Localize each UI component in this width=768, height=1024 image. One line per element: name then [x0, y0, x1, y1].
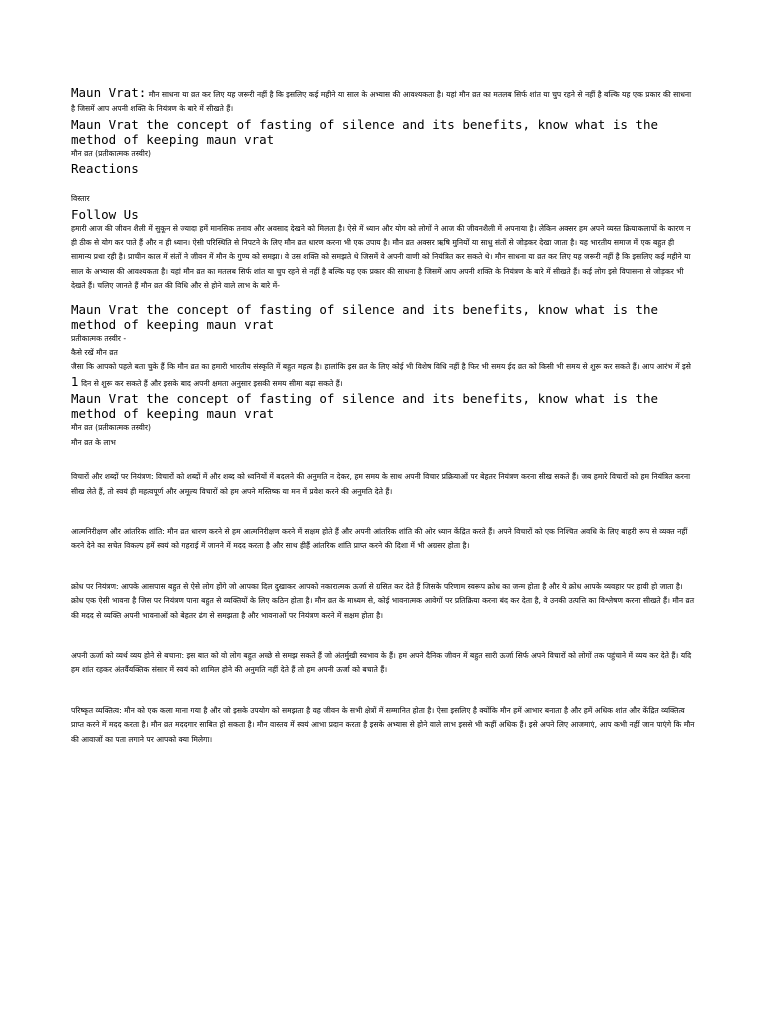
intro-label: Maun Vrat: — [71, 85, 147, 100]
headline-3: Maun Vrat the concept of fasting of silence and its benefits, know what is the method of keeping maun vrat — [71, 391, 658, 422]
benefit-text: मौन को एक कला माना गया है और जो इसके उपयोग को समझता है वह जीवन के सभी क्षेत्रों में सम्मानित होता है। ऐसा इसलिए है क्योंकि मौन हमें आभार बनाता है और हमें अधिक शांत और केंद्रित व्यक्तित्व प्राप्त करने में मदद करता है। मौन व्रत मददगार साबित हो सकता है। मौन वास्तव में स्वयं आभा प्रदान करता है इसके अभ्यास से होने वाले लाभ इससे भी कहीं अधिक हैं। इसे अपने लिए आजमाएं, आप कभी नहीं जान पाएंगे कि मौन की आवाजों का पता लगाने पर आपको क्या मिलेगा। — [71, 705, 695, 744]
benefit-introspection — [71, 525, 696, 554]
intro-text: मौन साधना या व्रत कर लिए यह जरूरी नहीं है कि इसलिए कई महीने या साल के अभ्यास की आवश्यकता है। यहां मौन व्रत का मतलब सिर्फ शांत या चुप रहने से नहीं है बल्कि यह एक प्रकार की साधना है जिसमें आप अपनी शक्ति के नियंत्रण के बारे में सीखते हैं। — [71, 90, 692, 114]
para-2-before: जैसा कि आपको पहले बता चुके हैं कि मौन व्रत का हमारी भारतीय संस्कृति में बहुत महत्व है। हालांकि इस व्रत के लिए कोई भी विशेष विधि नहीं है फिर भी समय ईद व्रत को किसी भी समय से शुरू कर सकते हैं। आप आरंभ में इसे — [71, 362, 691, 372]
body-paragraph-1: हमारी आज की जीवन शैली में सुकून से ज्यादा हमें मानसिक तनाव और अवसाद देखने को मिलता है। ऐसे में ध्यान और योग को लोगों ने आज की जीवनशैली में अपनाया है। लेकिन अक्सर हम अपने व्यस्त क्रियाकलापों के कारण न ही ठीक से योग कर पाते हैं और न ही ध्यान। ऐसी परिस्थिति से निपटने के लिए मौन व्रत धारण करना भी एक उपाय है। मौन व्रत अक्सर ऋषि मुनियों या साधु संतों से जोड़कर देखा जाता है। यह भारतीय समाज में एक बहुत ही सामान्य प्रथा रही है। प्राचीन काल में संतों ने जीवन में मौन के गुण्य को समझा। वे उस शक्ति को समझते थे जिसमें वे अपनी वाणी को नियंत्रित कर सकते थे। मौन साधना या व्रत कर लिए यह जरूरी नहीं है कि इसलिए कई महीने या साल के अभ्यास की आवश्यकता है। यहां मौन व्रत का मतलब सिर्फ शांत या चुप रहने से नहीं है बल्कि यह एक प्रकार की साधना है जिसमें आप अपनी शक्ति के नियंत्रण के बारे में सीखते हैं। कई लोग इसे विपासना से जोड़कर भी देखते हैं। चलिए जानते हैं मौन व्रत की विधि और से होने वाले लाभ के बारे में- — [71, 223, 691, 291]
intro-paragraph — [71, 86, 696, 117]
benefit-label: अपनी ऊर्जा को व्यर्थ व्यय होने से बचाना: — [71, 650, 185, 660]
benefit-text: विचारों को शब्दों में और शब्द को ध्वनियों में बदलने की अनुमति न देकर, हम समय के साथ अपनी विचार प्रक्रियाओं पर बेहतर नियंत्रण करना सीख सकते हैं। जब हमारे विचारों को हम नियंत्रित करना सीख लेते हैं, तो स्वयं ही महत्वपूर्ण और अमूल्य विचारों को हम अपने मस्तिष्क या मन में प्रवेश करने की अनुमति देते हैं। — [71, 472, 691, 496]
benefit-label: परिष्कृत व्यक्तित्व: — [71, 705, 122, 715]
benefit-text: इस बात को वो लोग बहुत अच्छे से समझ सकते हैं जो अंतर्मुखी स्वभाव के हैं। हम अपने दैनिक जीवन में बहुत सारी ऊर्जा सिर्फ अपने विचारों को लोगों तक पहुंचाने में व्यय कर देते हैं। यदि हम शांत रहकर अंतर्वैयक्तिक संसार में स्वयं को शामिल होने की अनुमति नहीं देते हैं तो हम अपनी ऊर्जा को बचाते हैं। — [71, 650, 692, 675]
image-caption-3: मौन व्रत (प्रतीकात्मक तस्वीर) — [71, 423, 151, 433]
benefit-text: आपके आसपास बहुत से ऐसे लोग होंगे जो आपका दिल दुखाकर आपको नकारात्मक ऊर्जा से ग्रसित कर देते हैं जिसके परिणाम स्वरूप क्रोध का जन्म होता है और ये क्रोध आपके व्यवहार पर हावी हो जाता है। क्रोध एक ऐसी भावना है जिस पर नियंत्रण पाना बहुत से व्यक्तियों के लिए कठिन होता है। मौन व्रत के माध्यम से, कोई भावनात्मक आवेगों पर प्रतिक्रिया करना बंद कर देता है, वे उनकी उत्पत्ति का विश्लेषण करना सीखते हैं। मौन व्रत की मदद से व्यक्ति अपनी भावनाओं को बेहतर ढंग से समझता है और भावनाओं पर नियंत्रण करने में सक्षम होता है। — [71, 581, 695, 620]
image-caption-1: मौन व्रत (प्रतीकात्मक तस्वीर) — [71, 148, 151, 158]
benefit-label: आत्मनिरीक्षण और आंतरिक शांति: — [71, 526, 165, 536]
para-2-number: 1 — [71, 374, 79, 389]
subheading-how-to-keep: कैसे रखें मौन व्रत — [71, 348, 118, 358]
headline-2: Maun Vrat the concept of fasting of silence and its benefits, know what is the method of keeping maun vrat — [71, 301, 658, 332]
headline-1: Maun Vrat the concept of fasting of silence and its benefits, know what is the method of keeping maun vrat — [71, 116, 658, 147]
reactions-label[interactable]: Reactions — [71, 161, 139, 177]
follow-us-link[interactable]: Follow Us — [71, 206, 139, 222]
benefit-label: विचारों और शब्दों पर नियंत्रण: — [71, 472, 154, 482]
benefit-anger-control — [71, 580, 696, 623]
para-2-after: दिन से शुरू कर सकते हैं और इसके बाद अपनी क्षमता अनुसार इसकी समय सीमा बढ़ा सकते हैं। — [81, 378, 343, 388]
benefit-refined-personality — [71, 704, 696, 747]
vistar-link[interactable]: विस्तार — [71, 194, 90, 204]
benefit-label: क्रोध पर नियंत्रण: — [71, 581, 119, 591]
benefit-words-control — [71, 470, 696, 499]
article — [71, 86, 696, 747]
benefit-energy-saving — [71, 649, 696, 678]
benefit-text: मौन व्रत धारण करने से हम आत्मनिरीक्षण करने में सक्षम होते हैं और अपनी आंतरिक शांति की ओर ध्यान केंद्रित करते हैं। अपने विचारों को एक निश्चित अवधि के लिए बाहरी रूप से व्यक्त नहीं करने देने का सचेत विकल्प हमें स्वयं को गहराई में जानने में मदद करता है और साथ हीहैं आंतरिक शांति प्राप्त करने की दिशा में भी अग्रसर होता है। — [71, 526, 688, 551]
body-paragraph-2 — [71, 360, 696, 391]
image-caption-2: प्रतीकात्मक तस्वीर - — [71, 333, 127, 343]
subheading-benefits: मौन व्रत के लाभ — [71, 437, 116, 447]
